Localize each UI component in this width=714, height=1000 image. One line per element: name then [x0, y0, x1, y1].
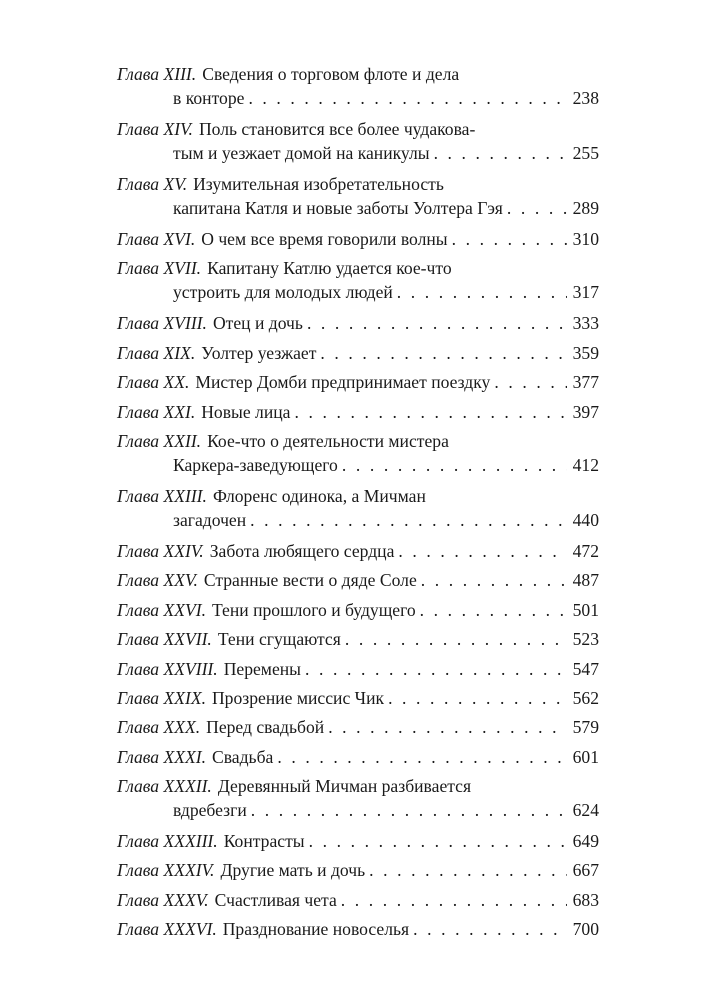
toc-entry-first-line: [117, 917, 599, 941]
chapter-label: Глава XXVIII.: [117, 658, 218, 679]
chapter-label: Глава XXXVI.: [117, 919, 217, 940]
toc-entry-second-line: [117, 508, 599, 532]
chapter-label: Глава XXVII.: [117, 629, 212, 650]
page-number: 562: [572, 687, 599, 708]
chapter-title-continued: в конторе: [173, 88, 245, 108]
chapter-title: Мистер Домби предпринимает поездку: [195, 372, 491, 393]
chapter-title: Кое-что о деятельности мистера: [207, 430, 449, 451]
chapter-label: Глава XIX.: [117, 342, 196, 363]
chapter-label: Глава XVI.: [117, 229, 196, 249]
chapter-title: Флоренс одинока, а Мичман: [212, 485, 426, 506]
toc-entry-second-line: [117, 141, 599, 165]
dot-leader: [309, 829, 567, 853]
toc-entry-second-line: [117, 453, 599, 477]
chapter-label: Глава XXI.: [117, 401, 196, 422]
chapter-title: Перемены: [223, 658, 301, 679]
chapter-label: Глава XXXI.: [117, 746, 206, 767]
toc-entry-second-line: [117, 196, 599, 220]
dot-leader: [342, 453, 567, 477]
page-number: 412: [572, 454, 599, 475]
dot-leader: [341, 888, 567, 912]
toc-entry: [117, 370, 599, 394]
chapter-label: Глава XXX.: [117, 717, 201, 738]
toc-entry: [117, 598, 599, 622]
chapter-label: Глава XXVI.: [117, 599, 206, 620]
chapter-title: Капитану Катлю удается кое-что: [207, 258, 452, 279]
dot-leader: [388, 686, 567, 710]
chapter-label: Глава XXIV.: [117, 540, 204, 561]
page-number: 501: [572, 599, 599, 620]
page-number: 289: [572, 198, 599, 218]
chapter-title: Странные вести о дяде Соле: [203, 570, 417, 591]
dot-leader: [434, 141, 567, 165]
toc-entry-first-line: [117, 598, 599, 622]
toc-entry: [117, 774, 599, 822]
chapter-title: Забота любящего сердца: [209, 540, 395, 561]
toc-entry: [117, 429, 599, 477]
toc-entry: [117, 62, 599, 110]
dot-leader: [507, 196, 567, 220]
page-number: 317: [572, 282, 599, 303]
toc-entry: [117, 745, 599, 769]
chapter-title: Отец и дочь: [212, 313, 303, 334]
toc-entry-first-line: [117, 627, 599, 651]
chapter-title-continued: устроить для молодых людей: [173, 282, 393, 303]
dot-leader: [277, 745, 567, 769]
chapter-title: Изумительная изобретательность: [193, 174, 444, 194]
toc-entry: [117, 400, 599, 424]
chapter-title: Поль становится все более чудакова-: [198, 119, 476, 139]
chapter-label: Глава XX.: [117, 372, 190, 393]
chapter-label: Глава XXIII.: [117, 485, 207, 506]
toc-entry-first-line: [117, 829, 599, 853]
chapter-label: Глава XXIX.: [117, 687, 206, 708]
page-number: 377: [572, 372, 599, 393]
dot-leader: [452, 227, 567, 251]
toc-entry: [117, 227, 599, 251]
toc-entry-first-line: [117, 539, 599, 563]
dot-leader: [397, 280, 567, 304]
toc-entry: [117, 686, 599, 710]
dot-leader: [328, 715, 567, 739]
page-number: 397: [572, 401, 599, 422]
chapter-title: Уолтер уезжает: [201, 342, 317, 363]
chapter-title: Другие мать и дочь: [220, 860, 366, 881]
chapter-label: Глава XXXV.: [117, 889, 209, 910]
page-number: 601: [572, 746, 599, 767]
page-number: 238: [572, 88, 599, 108]
dot-leader: [307, 311, 567, 335]
toc-entry-second-line: [117, 280, 599, 304]
page-number: 579: [572, 717, 599, 738]
toc-entry-first-line: [117, 256, 599, 280]
dot-leader: [420, 598, 567, 622]
toc-entry-first-line: [117, 117, 599, 141]
toc-entry-first-line: [117, 172, 599, 196]
toc-entry-first-line: [117, 62, 599, 86]
chapter-title: Сведения о торговом флоте и дела: [202, 64, 460, 84]
toc-entry: [117, 829, 599, 853]
toc-entry: [117, 627, 599, 651]
chapter-title: Новые лица: [201, 401, 291, 422]
chapter-title: Свадьба: [211, 746, 274, 767]
toc-entry: [117, 117, 599, 165]
toc-entry: [117, 888, 599, 912]
page-number: 359: [572, 342, 599, 363]
toc-entry-second-line: [117, 86, 599, 110]
chapter-title-continued: капитана Катля и новые заботы Уолтера Гэя: [173, 198, 503, 218]
toc-entry-first-line: [117, 774, 599, 798]
chapter-label: Глава XXXIV.: [117, 860, 215, 881]
chapter-label: Глава XVIII.: [117, 313, 207, 334]
chapter-title: Деревянный Мичман разбивается: [217, 776, 472, 797]
page-number: 547: [572, 658, 599, 679]
dot-leader: [251, 798, 567, 822]
chapter-label: Глава XXII.: [117, 430, 202, 451]
toc-entry-first-line: [117, 568, 599, 592]
toc-entry-first-line: [117, 400, 599, 424]
toc-entry: [117, 917, 599, 941]
toc-entry-first-line: [117, 686, 599, 710]
dot-leader: [250, 508, 567, 532]
toc-entry: [117, 484, 599, 532]
toc-entry: [117, 715, 599, 739]
page-number: 624: [572, 800, 599, 821]
chapter-title: Празднование новоселья: [222, 919, 410, 940]
chapter-title-continued: вдребезги: [173, 800, 247, 821]
toc-entry: [117, 657, 599, 681]
page-number: 333: [572, 313, 599, 334]
chapter-label: Глава XVII.: [117, 258, 202, 279]
chapter-title: Контрасты: [223, 831, 305, 852]
chapter-title: Перед свадьбой: [206, 717, 325, 738]
page-number: 683: [572, 889, 599, 910]
toc-entry-first-line: [117, 341, 599, 365]
toc-entry-first-line: [117, 657, 599, 681]
chapter-label: Глава XIV.: [117, 119, 193, 139]
dot-leader: [421, 568, 567, 592]
dot-leader: [320, 341, 567, 365]
toc-entry-first-line: [117, 227, 599, 251]
chapter-title: О чем все время говорили волны: [201, 229, 448, 249]
chapter-title-continued: загадочен: [173, 509, 247, 530]
toc-entry: [117, 311, 599, 335]
toc-entry-first-line: [117, 370, 599, 394]
chapter-title-continued: тым и уезжает домой на каникулы: [173, 143, 430, 163]
page-number: 472: [572, 540, 599, 561]
page-number: 667: [572, 860, 599, 881]
toc-entry: [117, 539, 599, 563]
dot-leader: [369, 858, 567, 882]
page-number: 649: [572, 831, 599, 852]
dot-leader: [345, 627, 567, 651]
chapter-label: Глава XXXIII.: [117, 831, 218, 852]
toc-entry-first-line: [117, 715, 599, 739]
chapter-label: Глава XXXII.: [117, 776, 212, 797]
chapter-label: Глава XXV.: [117, 570, 198, 591]
toc-entry: [117, 256, 599, 304]
dot-leader: [494, 370, 567, 394]
toc-entry: [117, 341, 599, 365]
page-number: 255: [572, 143, 599, 163]
table-of-contents: [117, 62, 599, 947]
toc-entry-first-line: [117, 888, 599, 912]
chapter-title: Прозрение миссис Чик: [211, 687, 385, 708]
page-number: 440: [572, 509, 599, 530]
chapter-label: Глава XV.: [117, 174, 188, 194]
dot-leader: [294, 400, 567, 424]
chapter-label: Глава XIII.: [117, 64, 197, 84]
toc-entry-first-line: [117, 311, 599, 335]
page-number: 487: [572, 570, 599, 591]
page-number: 523: [572, 629, 599, 650]
toc-entry-first-line: [117, 429, 599, 453]
toc-entry-first-line: [117, 484, 599, 508]
dot-leader: [398, 539, 567, 563]
chapter-title: Счастливая чета: [214, 889, 337, 910]
dot-leader: [248, 86, 567, 110]
toc-entry-first-line: [117, 858, 599, 882]
toc-entry: [117, 858, 599, 882]
dot-leader: [305, 657, 567, 681]
page-number: 700: [572, 919, 599, 940]
page-number: 310: [572, 229, 599, 249]
toc-entry: [117, 568, 599, 592]
chapter-title-continued: Каркера-заведующего: [173, 454, 338, 475]
chapter-title: Тени прошлого и будущего: [211, 599, 416, 620]
toc-entry-second-line: [117, 798, 599, 822]
toc-entry-first-line: [117, 745, 599, 769]
dot-leader: [413, 917, 567, 941]
chapter-title: Тени сгущаются: [217, 629, 341, 650]
toc-entry: [117, 172, 599, 220]
